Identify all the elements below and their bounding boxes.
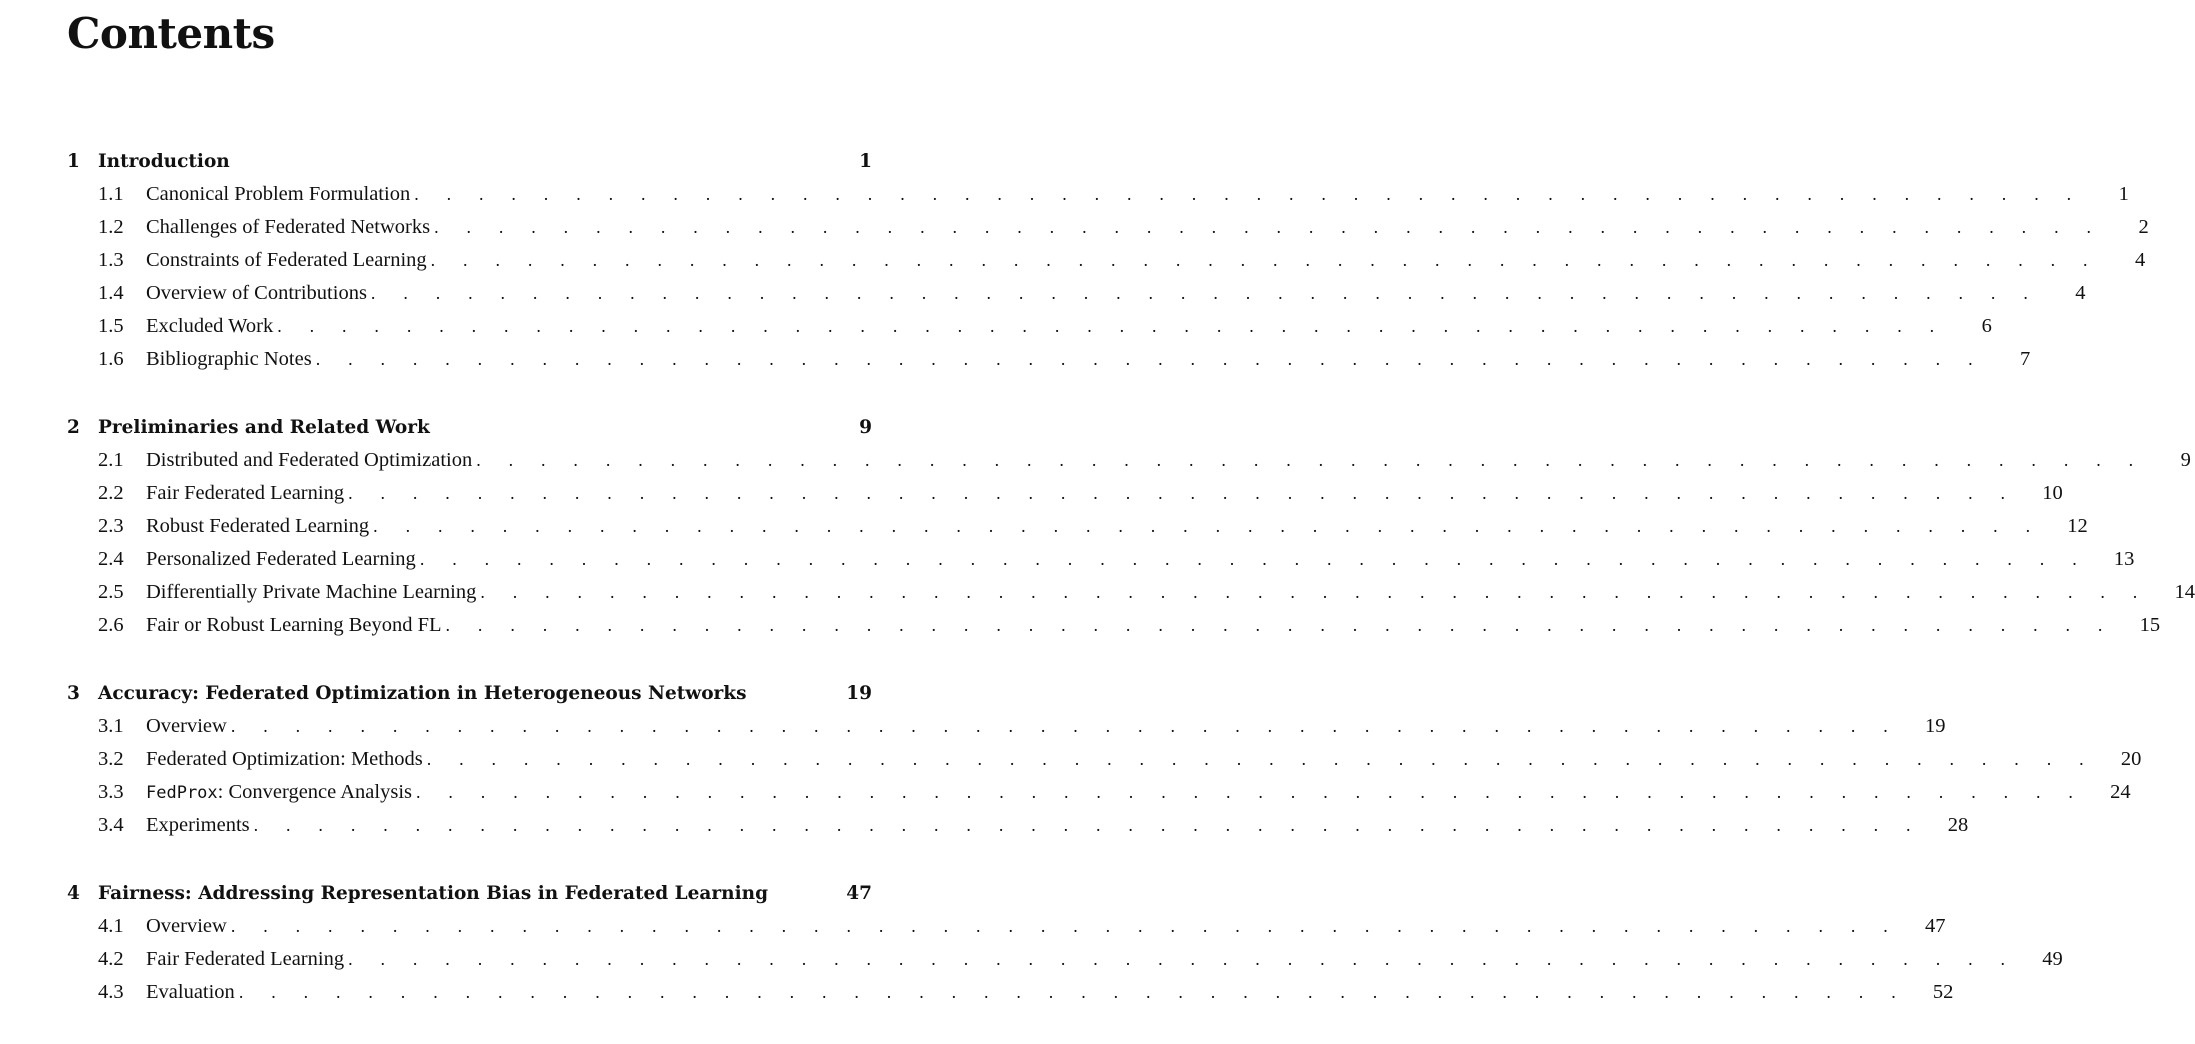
section-title: Fair Federated Learning — [146, 482, 345, 504]
section-page: 2 — [2138, 216, 2149, 238]
section-title: Challenges of Federated Networks — [146, 216, 431, 238]
section-number: 1.5 — [98, 315, 124, 337]
section-title: Robust Federated Learning — [146, 515, 370, 537]
toc-entry[interactable] — [67, 310, 1992, 343]
section-number: 2.1 — [98, 449, 124, 471]
toc-entry[interactable] — [67, 576, 2195, 609]
toc-entry[interactable] — [67, 776, 2131, 809]
chapter-heading[interactable] — [67, 877, 872, 910]
toc-entry[interactable] — [67, 343, 2031, 376]
chapter-4 — [67, 877, 2063, 1009]
section-title: Bibliographic Notes — [146, 348, 312, 370]
section-title: Experiments — [146, 814, 250, 836]
section-page: 49 — [2042, 948, 2063, 970]
section-title: Personalized Federated Learning — [146, 548, 416, 570]
section-number: 1.4 — [98, 282, 124, 304]
section-number: 3.2 — [98, 748, 124, 770]
section-title: Overview — [146, 915, 227, 937]
section-page: 13 — [2113, 548, 2135, 570]
section-title: Fair Federated Learning — [146, 948, 345, 970]
dot-leader: . . . . . . . . . . . . . . . . . . . . . . . . . . . . . . . . . . . . . . . . . . . . . . . . . . . . — [414, 184, 2083, 204]
section-page: 14 — [2174, 581, 2195, 603]
section-title: Distributed and Federated Optimization — [146, 449, 473, 471]
dot-leader: . . . . . . . . . . . . . . . . . . . . . . . . . . . . . . . . . . . . . . . . . . . . . . . . . . . . — [480, 582, 2149, 602]
toc-entry[interactable] — [67, 211, 2149, 244]
chapter-number: 4 — [67, 883, 80, 904]
section-number: 2.4 — [98, 548, 124, 570]
toc-entry[interactable] — [67, 809, 1969, 842]
section-number: 1.6 — [98, 348, 124, 370]
chapter-3 — [67, 677, 2142, 842]
chapter-title: Fairness: Addressing Representation Bias in Federated Learning — [98, 883, 769, 904]
chapter-title: Introduction — [98, 151, 230, 172]
section-number: 2.3 — [98, 515, 124, 537]
section-number: 2.2 — [98, 482, 124, 504]
section-title: Differentially Private Machine Learning — [146, 581, 477, 603]
chapter-number: 3 — [67, 683, 80, 704]
section-number: 3.1 — [98, 715, 124, 737]
dot-leader: . . . . . . . . . . . . . . . . . . . . . . . . . . . . . . . . . . . . . . . . . . . . . . . . . . . . — [419, 549, 2089, 569]
section-page: 4 — [2135, 249, 2146, 271]
section-page: 15 — [2139, 614, 2161, 636]
section-page: 20 — [2120, 748, 2142, 770]
table-of-contents — [67, 145, 2195, 1044]
section-page: 12 — [2067, 515, 2088, 537]
dot-leader: . . . . . . . . . . . . . . . . . . . . . . . . . . . . . . . . . . . . . . . . . . . . . . . . . . . . — [445, 615, 2115, 635]
section-page: 52 — [1932, 981, 1954, 1003]
chapter-2 — [67, 411, 2195, 642]
chapter-heading[interactable] — [67, 145, 872, 178]
section-page: 19 — [1924, 715, 1946, 737]
section-title: Federated Optimization: Methods — [146, 748, 423, 770]
section-page: 1 — [2118, 183, 2129, 205]
toc-entry[interactable] — [67, 609, 2161, 642]
dot-leader: . . . . . . . . . . . . . . . . . . . . . . . . . . . . . . . . . . . . . . . . . . . . . . . . . . . . — [476, 450, 2145, 470]
section-number: 1.3 — [98, 249, 124, 271]
toc-entry[interactable] — [67, 710, 1946, 743]
chapter-page: 9 — [859, 417, 872, 438]
chapter-1 — [67, 145, 2149, 376]
section-number: 1.2 — [98, 216, 124, 238]
section-number: 2.5 — [98, 581, 124, 603]
dot-leader: . . . . . . . . . . . . . . . . . . . . . . . . . . . . . . . . . . . . . . . . . . . . . . . . . . . . — [230, 716, 1900, 736]
chapter-heading[interactable] — [67, 411, 872, 444]
dot-leader: . . . . . . . . . . . . . . . . . . . . . . . . . . . . . . . . . . . . . . . . . . . . . . . . . . . . — [434, 217, 2103, 237]
chapter-heading[interactable] — [67, 677, 872, 710]
toc-entry[interactable] — [67, 477, 2063, 510]
section-page: 47 — [1924, 915, 1946, 937]
dot-leader: . . . . . . . . . . . . . . . . . . . . . . . . . . . . . . . . . . . . . . . . . . . . . . . . . . . . — [416, 782, 2085, 802]
dot-leader: . . . . . . . . . . . . . . . . . . . . . . . . . . . . . . . . . . . . . . . . . . . . . . . . . . . . — [430, 250, 2100, 270]
chapter-number: 1 — [67, 151, 80, 172]
toc-entry[interactable] — [67, 910, 1946, 943]
section-page: 4 — [2075, 282, 2086, 304]
chapter-page: 47 — [846, 883, 872, 904]
section-number: 1.1 — [98, 183, 124, 205]
section-page: 10 — [2042, 482, 2063, 504]
section-number: 3.4 — [98, 814, 124, 836]
chapter-title: Accuracy: Federated Optimization in Heterogeneous Networks — [98, 683, 747, 704]
section-number: 4.3 — [98, 981, 124, 1003]
toc-entry[interactable] — [67, 277, 2086, 310]
page-title: Contents — [67, 9, 275, 58]
section-title: Excluded Work — [146, 315, 274, 337]
toc-entry[interactable] — [67, 976, 1954, 1009]
section-number: 3.3 — [98, 781, 124, 803]
section-title: Constraints of Federated Learning — [146, 249, 427, 271]
dot-leader: . . . . . . . . . . . . . . . . . . . . . . . . . . . . . . . . . . . . . . . . . . . . . . . . . . . . — [373, 516, 2042, 536]
section-title: Overview of Contributions — [146, 282, 367, 304]
section-page: 24 — [2110, 781, 2131, 803]
section-number: 2.6 — [98, 614, 124, 636]
dot-leader: . . . . . . . . . . . . . . . . . . . . . . . . . . . . . . . . . . . . . . . . . . . . . . . . . . . . — [253, 815, 1923, 835]
toc-entry[interactable] — [67, 943, 2063, 976]
toc-entry[interactable] — [67, 510, 2088, 543]
section-title: Canonical Problem Formulation — [146, 183, 411, 205]
dot-leader: . . . . . . . . . . . . . . . . . . . . . . . . . . . . . . . . . . . . . . . . . . . . . . . . . . . . — [238, 982, 1908, 1002]
section-title-text: : Convergence Analysis — [217, 781, 412, 803]
toc-entry[interactable] — [67, 743, 2142, 776]
toc-entry[interactable] — [67, 178, 2129, 211]
section-number: 4.1 — [98, 915, 124, 937]
chapter-page: 1 — [859, 151, 872, 172]
toc-entry[interactable] — [67, 444, 2191, 477]
section-page: 6 — [1981, 315, 1992, 337]
dot-leader: . . . . . . . . . . . . . . . . . . . . . . . . . . . . . . . . . . . . . . . . . . . . . . . . . . . . — [370, 283, 2040, 303]
section-page: 7 — [2020, 348, 2031, 370]
section-number: 4.2 — [98, 948, 124, 970]
section-page: 28 — [1947, 814, 1969, 836]
section-title: Overview — [146, 715, 227, 737]
section-title: Evaluation — [146, 981, 235, 1003]
dot-leader: . . . . . . . . . . . . . . . . . . . . . . . . . . . . . . . . . . . . . . . . . . . . . . . . . . . . — [315, 349, 1985, 369]
section-title — [146, 776, 416, 810]
toc-entry[interactable] — [67, 543, 2135, 576]
chapter-title: Preliminaries and Related Work — [98, 417, 430, 438]
section-page: 9 — [2180, 449, 2191, 471]
dot-leader: . . . . . . . . . . . . . . . . . . . . . . . . . . . . . . . . . . . . . . . . . . . . . . . . . . . . — [426, 749, 2096, 769]
toc-entry[interactable] — [67, 244, 2146, 277]
dot-leader: . . . . . . . . . . . . . . . . . . . . . . . . . . . . . . . . . . . . . . . . . . . . . . . . . . . . — [348, 483, 2017, 503]
section-title-code: FedProx — [146, 783, 218, 803]
chapter-number: 2 — [67, 417, 80, 438]
dot-leader: . . . . . . . . . . . . . . . . . . . . . . . . . . . . . . . . . . . . . . . . . . . . . . . . . . . . — [348, 949, 2017, 969]
section-title: Fair or Robust Learning Beyond FL — [146, 614, 442, 636]
dot-leader: . . . . . . . . . . . . . . . . . . . . . . . . . . . . . . . . . . . . . . . . . . . . . . . . . . . . — [277, 316, 1946, 336]
dot-leader: . . . . . . . . . . . . . . . . . . . . . . . . . . . . . . . . . . . . . . . . . . . . . . . . . . . . — [230, 916, 1900, 936]
chapter-page: 19 — [846, 683, 872, 704]
